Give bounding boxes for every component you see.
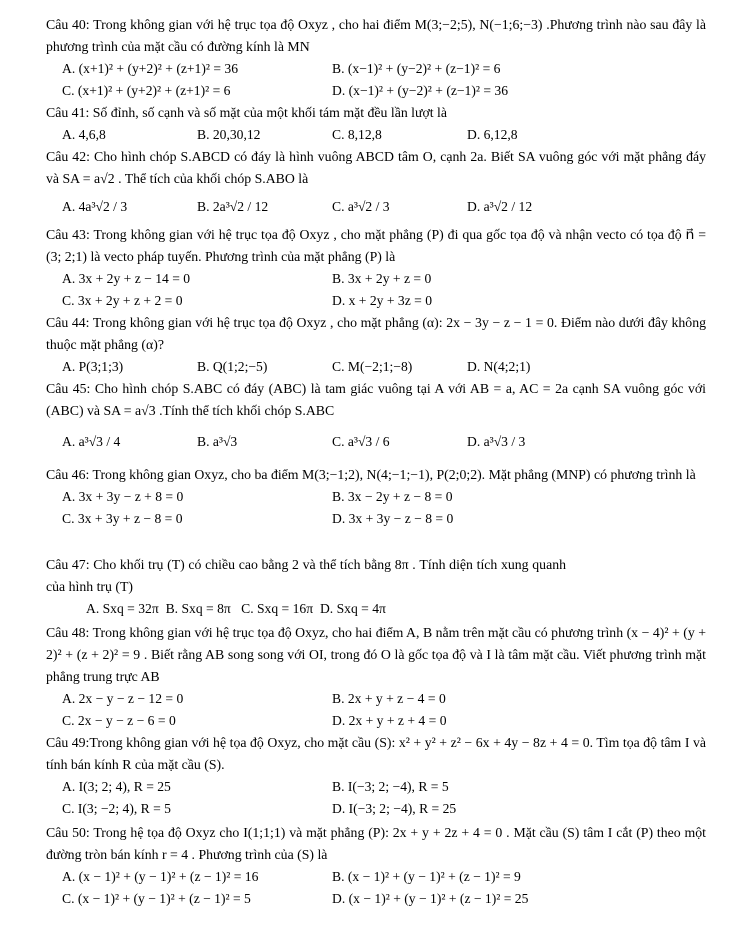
option-a[interactable]: A. 4,6,8 [62, 127, 106, 142]
question-stem: Câu 49:Trong không gian với hệ tọa độ Oxyz, cho mặt cầu (S): x² + y² + z² − 6x + 4y − 8z + 4 = 0. Tìm tọa độ tâm I và tính bán kính R của mặt cầu (S). [46, 735, 706, 772]
options [62, 422, 706, 462]
question-stem: Câu 47: Cho khối trụ (T) có chiều cao bằng 2 và thể tích bằng 8π . Tính diện tích xung quanh của hình trụ (T) [46, 557, 566, 594]
option-a[interactable]: A. 3x + 3y − z + 8 = 0 [62, 489, 184, 504]
options [62, 486, 706, 530]
option-a[interactable]: A. (x − 1)² + (y − 1)² + (z − 1)² = 16 [62, 869, 259, 884]
question-stem: Câu 40: Trong không gian với hệ trục tọa độ Oxyz , cho hai điểm M(3;−2;5), N(−1;6;−3) .Phương trình nào sau đây là phương trình của mặt cầu có đường kính là MN [46, 17, 706, 54]
option-b[interactable]: B. (x − 1)² + (y − 1)² + (z − 1)² = 9 [332, 869, 521, 884]
question-stem: Câu 41: Số đỉnh, số cạnh và số mặt của một khối tám mặt đều lần lượt là [46, 105, 448, 120]
option-d[interactable]: D. a³√2 / 12 [467, 199, 533, 214]
question-48 [46, 622, 706, 732]
option-b[interactable]: B. 2a³√2 / 12 [197, 199, 269, 214]
option-c[interactable]: C. 3x + 3y + z − 8 = 0 [62, 511, 183, 526]
options [62, 356, 706, 378]
question-stem: Câu 48: Trong không gian với hệ trục tọa độ Oxyz, cho hai điểm A, B nằm trên mặt cầu có phương trình (x − 4)² + (y + 2)² + (z + 2)² = 9 . Biết rằng AB song song với OI, trong đó O là gốc tọa độ và I là tâm mặt cầu. Viết phương trình mặt phẳng trung trực AB [46, 625, 706, 684]
option-d[interactable]: D. 3x + 3y − z − 8 = 0 [332, 511, 454, 526]
question-46 [46, 464, 706, 530]
question-49 [46, 732, 706, 820]
question-stem: Câu 43: Trong không gian với hệ trục tọa độ Oxyz , cho mặt phẳng (P) đi qua gốc tọa độ và nhận vecto có tọa độ n⃗ = (3; 2;1) là vecto pháp tuyến. Phương trình của mặt phẳng (P) là [46, 227, 706, 264]
option-d[interactable]: D. Sxq = 4π [319, 601, 386, 616]
option-a[interactable]: A. 3x + 2y + z − 14 = 0 [62, 271, 191, 286]
options [62, 776, 706, 820]
option-d[interactable]: D. N(4;2;1) [467, 359, 531, 374]
option-d[interactable]: D. 2x + y + z + 4 = 0 [332, 713, 447, 728]
options [62, 866, 706, 910]
question-43 [46, 224, 706, 312]
question-stem: Câu 42: Cho hình chóp S.ABCD có đáy là hình vuông ABCD tâm O, cạnh 2a. Biết SA vuông góc với mặt phẳng đáy và SA = a√2 . Thể tích của khối chóp S.ABO là [46, 149, 706, 186]
option-b[interactable]: B. 20,30,12 [197, 127, 261, 142]
question-stem: Câu 50: Trong hệ tọa độ Oxyz cho I(1;1;1) và mặt phẳng (P): 2x + y + 2z + 4 = 0 . Mặt cầu (S) tâm I cắt (P) theo một đường tròn bán kính r = 4 . Phương trình của (S) là [46, 825, 706, 862]
question-stem: Câu 44: Trong không gian với hệ trục tọa độ Oxyz , cho mặt phẳng (α): 2x − 3y − z − 1 = 0. Điểm nào dưới đây không thuộc mặt phẳng (α)? [46, 315, 706, 352]
option-a[interactable]: A. Sxq = 32π [86, 601, 159, 616]
question-47 [46, 554, 706, 620]
option-c[interactable]: C. 2x − y − z − 6 = 0 [62, 713, 176, 728]
option-c[interactable]: C. a³√3 / 6 [332, 434, 390, 449]
option-b[interactable]: B. Sxq = 8π [165, 601, 231, 616]
option-d[interactable]: D. a³√3 / 3 [467, 434, 526, 449]
option-c[interactable]: C. Sxq = 16π [241, 601, 314, 616]
question-40 [46, 14, 706, 102]
option-a[interactable]: A. a³√3 / 4 [62, 434, 121, 449]
option-d[interactable]: D. (x−1)² + (y−2)² + (z−1)² = 36 [332, 83, 509, 98]
option-b[interactable]: B. a³√3 [197, 434, 238, 449]
option-c[interactable]: C. 3x + 2y + z + 2 = 0 [62, 293, 183, 308]
option-b[interactable]: B. (x−1)² + (y−2)² + (z−1)² = 6 [332, 61, 501, 76]
options [62, 124, 706, 146]
option-d[interactable]: D. 6,12,8 [467, 127, 518, 142]
option-c[interactable]: C. a³√2 / 3 [332, 199, 390, 214]
options [62, 268, 706, 312]
options [86, 598, 706, 620]
options [62, 190, 706, 224]
question-stem: Câu 46: Trong không gian Oxyz, cho ba điểm M(3;−1;2), N(4;−1;−1), P(2;0;2). Mặt phẳng (MNP) có phương trình là [46, 467, 696, 482]
option-b[interactable]: B. 3x − 2y + z − 8 = 0 [332, 489, 453, 504]
option-d[interactable]: D. (x − 1)² + (y − 1)² + (z − 1)² = 25 [332, 891, 529, 906]
option-c[interactable]: C. 8,12,8 [332, 127, 382, 142]
option-a[interactable]: A. I(3; 2; 4), R = 25 [62, 779, 171, 794]
option-b[interactable]: B. 2x + y + z − 4 = 0 [332, 691, 446, 706]
question-45 [46, 378, 706, 462]
option-a[interactable]: A. 4a³√2 / 3 [62, 199, 128, 214]
question-50 [46, 822, 706, 910]
question-stem: Câu 45: Cho hình chóp S.ABC có đáy (ABC) là tam giác vuông tại A với AB = a, AC = 2a cạnh SA vuông góc với (ABC) và SA = a√3 .Tính thể tích khối chóp S.ABC [46, 381, 706, 418]
option-d[interactable]: D. I(−3; 2; −4), R = 25 [332, 801, 457, 816]
option-a[interactable]: A. P(3;1;3) [62, 359, 124, 374]
option-b[interactable]: B. 3x + 2y + z = 0 [332, 271, 432, 286]
option-c[interactable]: C. (x+1)² + (y+2)² + (z+1)² = 6 [62, 83, 231, 98]
question-41 [46, 102, 706, 146]
option-b[interactable]: B. Q(1;2;−5) [197, 359, 268, 374]
option-b[interactable]: B. I(−3; 2; −4), R = 5 [332, 779, 449, 794]
option-a[interactable]: A. 2x − y − z − 12 = 0 [62, 691, 184, 706]
options [62, 688, 706, 732]
option-c[interactable]: C. M(−2;1;−8) [332, 359, 413, 374]
options [62, 58, 706, 102]
question-44 [46, 312, 706, 378]
option-d[interactable]: D. x + 2y + 3z = 0 [332, 293, 433, 308]
option-a[interactable]: A. (x+1)² + (y+2)² + (z+1)² = 36 [62, 61, 239, 76]
question-42 [46, 146, 706, 224]
option-c[interactable]: C. (x − 1)² + (y − 1)² + (z − 1)² = 5 [62, 891, 251, 906]
option-c[interactable]: C. I(3; −2; 4), R = 5 [62, 801, 171, 816]
